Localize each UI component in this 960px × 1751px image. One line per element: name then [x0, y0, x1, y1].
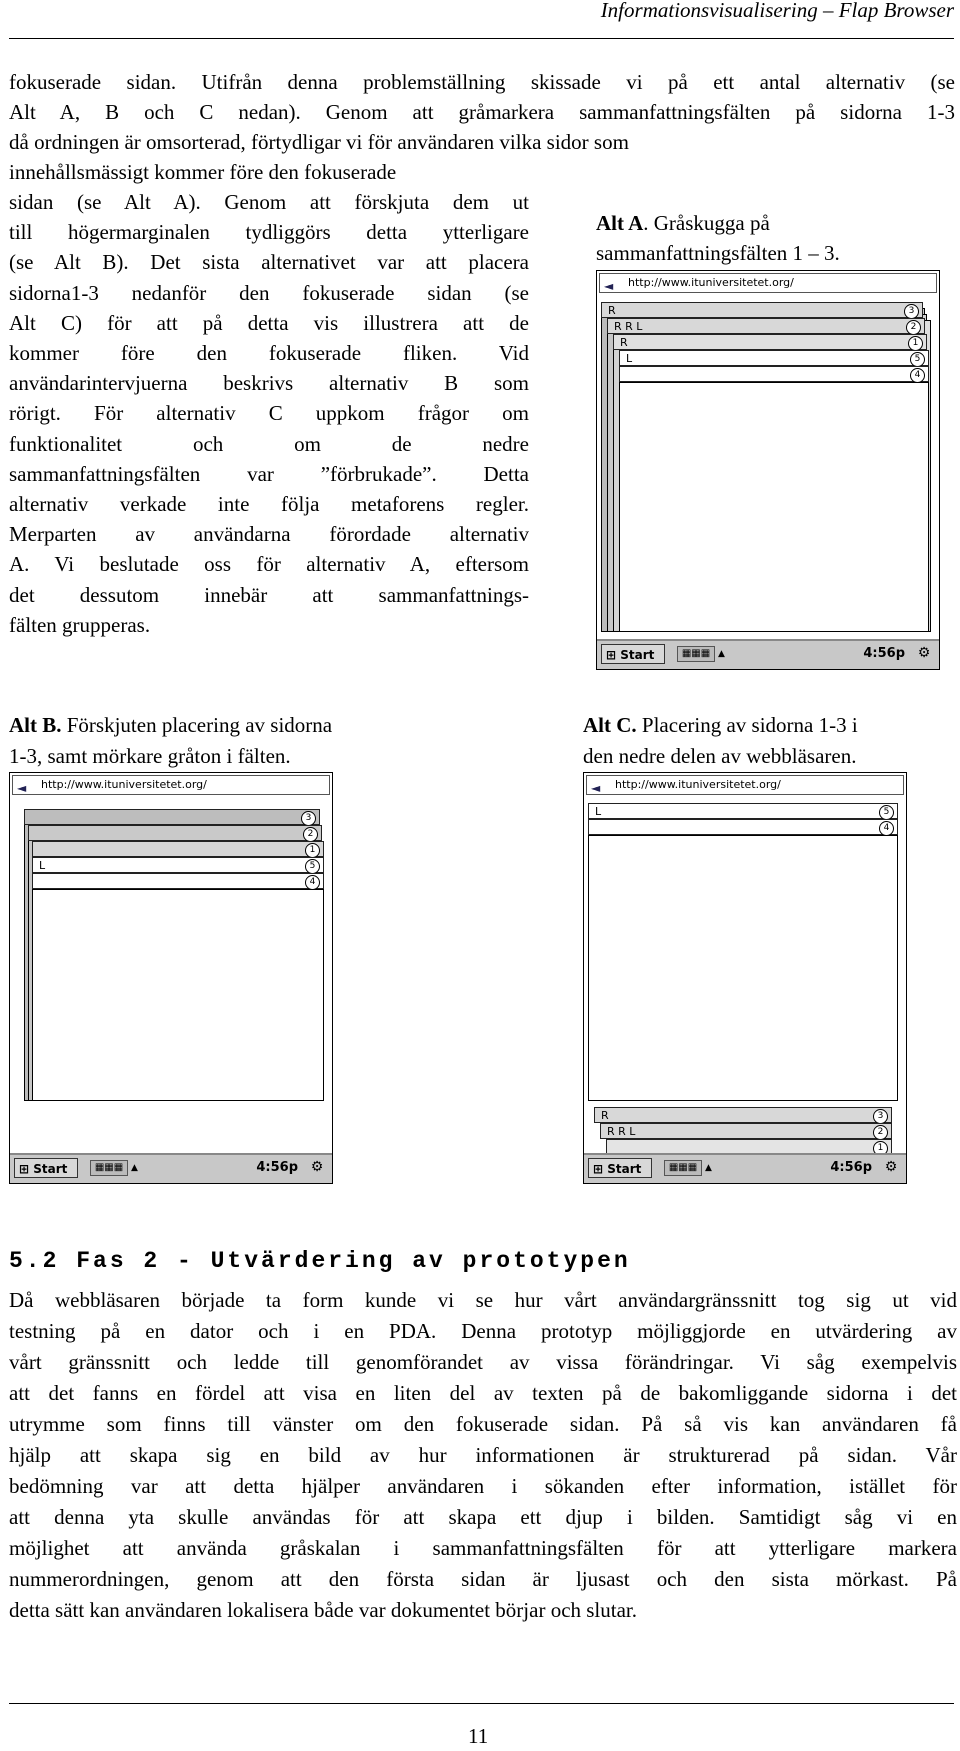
caption-alt-a	[596, 211, 770, 236]
page-number-icon: 1	[305, 843, 320, 858]
text-line: rörigt. För alternativ C uppkom frågor om	[9, 401, 529, 426]
page-number-icon: 3	[873, 1109, 888, 1124]
text-line: kommer före den fokuserade fliken. Vid	[9, 341, 529, 365]
keyboard-icon[interactable]: ▦▦▦	[90, 1160, 128, 1176]
clock: 4:56p	[256, 1160, 298, 1175]
start-button[interactable]: ⊞ Start	[588, 1158, 652, 1178]
text-line: vårt gränssnitt och ledde till genomförandet av vissa förändringar. Vi såg exempelvis	[9, 1350, 957, 1374]
summary-field	[613, 334, 927, 350]
caption-alt-a-text: . Gråskugga på	[643, 211, 770, 235]
pda-screenshot-alt-b	[9, 772, 333, 1184]
address-bar	[599, 273, 937, 293]
page-number-icon: 5	[910, 352, 925, 367]
pda-screenshot-alt-c	[583, 772, 907, 1184]
pda-screenshot-alt-a	[596, 270, 940, 670]
summary-field	[24, 809, 320, 825]
summary-field	[600, 1123, 892, 1139]
text-line: att det fanns en fördel att visa en liten del av texten på de bakomliggande sidorna i det	[9, 1381, 957, 1405]
page-number-icon: 1	[873, 1141, 888, 1156]
summary-field	[607, 318, 925, 334]
summary-label: L	[39, 859, 46, 872]
system-tray-icon[interactable]: ⚙	[884, 1159, 898, 1175]
summary-label: R R L	[614, 320, 643, 333]
summary-label: R	[608, 304, 616, 317]
text-line: alternativ verkade inte följa metaforens regler.	[9, 492, 529, 516]
text-line: testning på en dator och i en PDA. Denna prototyp möjliggjorde en utvärdering av	[9, 1319, 957, 1343]
summary-label: R	[620, 336, 628, 349]
page-number-icon: 4	[305, 875, 320, 890]
start-label: Start	[607, 1162, 642, 1176]
keyboard-icon[interactable]: ▦▦▦	[664, 1160, 702, 1176]
text-line: då ordningen är omsorterad, förtydligar vi för användaren vilka sidor som	[9, 130, 629, 154]
address-url: http://www.ituniversitetet.org/	[615, 778, 781, 791]
summary-label: R	[601, 1109, 609, 1122]
text-line: funktionalitet och om de nedre	[9, 431, 529, 456]
text-line: sidorna1-3 nedanför den fokuserade sidan (se	[9, 280, 529, 305]
summary-label: L	[626, 352, 633, 365]
header-rule	[9, 38, 954, 39]
text-line: innehållsmässigt kommer före den fokuserade	[9, 160, 397, 184]
focused-page	[619, 382, 929, 632]
text-line: hjälp att skapa sig en bild av hur informationen är strukturerad på sidan. Vår	[9, 1443, 957, 1467]
clock: 4:56p	[830, 1160, 872, 1175]
caption-alt-a-line2: sammanfattningsfälten 1 – 3.	[596, 241, 840, 265]
page-number-icon: 2	[873, 1125, 888, 1140]
address-url: http://www.ituniversitetet.org/	[41, 778, 207, 791]
caption-alt-c-line2: den nedre delen av webbläsaren.	[583, 744, 857, 768]
text-line: detta sätt kan användaren lokalisera både var dokumentet börjar och slutar.	[9, 1598, 638, 1622]
text-line: nummerordningen, genom att den första sidan är ljusast och den sista mörkast. På	[9, 1567, 957, 1591]
page-number: 11	[468, 1724, 489, 1748]
text-line: Alt C) för att på detta vis illustrera att de	[9, 310, 529, 335]
caption-alt-c-label: Alt C.	[583, 713, 637, 737]
address-bar	[12, 775, 330, 795]
summary-field	[32, 857, 324, 873]
page-number-icon: 5	[879, 805, 894, 820]
text-line: fälten grupperas.	[9, 612, 151, 637]
text-line: A. Vi beslutade oss för alternativ A, eftersom	[9, 552, 529, 577]
text-line: möjlighet att använda gråskalan i sammanfattningsfälten för att ytterligare markera	[9, 1536, 957, 1560]
summary-field	[601, 302, 923, 318]
summary-field	[594, 1107, 892, 1123]
caption-alt-b-text: Förskjuten placering av sidorna	[61, 713, 333, 737]
text-line: sidan (se Alt A). Genom att förskjuta dem ut	[9, 190, 529, 214]
footer-rule	[9, 1703, 954, 1704]
back-arrow-icon: ◄	[17, 781, 27, 795]
taskbar	[584, 1153, 906, 1183]
page-number-icon: 3	[904, 304, 919, 319]
summary-field	[619, 366, 929, 382]
caption-alt-b-line2: 1-3, samt mörkare gråton i fälten.	[9, 744, 291, 768]
address-url: http://www.ituniversitetet.org/	[628, 276, 794, 289]
text-line: fokuserade sidan. Utifrån denna problemställning skissade vi på ett antal alternativ (se	[9, 70, 955, 94]
clock: 4:56p	[863, 646, 905, 661]
page-number-icon: 1	[908, 336, 923, 351]
summary-field	[28, 825, 322, 841]
page-number-icon: 2	[906, 320, 921, 335]
summary-field	[588, 819, 898, 835]
section-heading: 5.2 Fas 2 - Utvärdering av prototypen	[9, 1248, 631, 1274]
page-number-icon: 2	[303, 827, 318, 842]
taskbar	[597, 639, 939, 669]
start-label: Start	[620, 648, 655, 662]
text-line: att denna yta skulle användas för att skapa ett djup i bilden. Samtidigt såg vi en	[9, 1505, 957, 1529]
focused-page	[32, 889, 324, 1101]
text-line: (se Alt B). Det sista alternativet var att placera	[9, 250, 529, 275]
summary-field	[588, 803, 898, 819]
page-number-icon: 4	[910, 368, 925, 383]
summary-field	[32, 841, 324, 857]
text-line: utrymme som finns till vänster om den fokuserade sidan. På så vis kan användaren få	[9, 1412, 957, 1436]
system-tray-icon[interactable]: ⚙	[310, 1159, 324, 1175]
taskbar	[10, 1153, 332, 1183]
page-number-icon: 3	[301, 811, 316, 826]
caption-alt-c-text: Placering av sidorna 1-3 i	[636, 713, 858, 737]
start-label: Start	[33, 1162, 68, 1176]
focused-page	[588, 835, 898, 1101]
text-line: Merparten av användarna förordade alternativ	[9, 522, 529, 547]
start-button[interactable]: ⊞ Start	[14, 1158, 78, 1178]
caption-alt-c	[583, 713, 858, 738]
keyboard-icon[interactable]: ▦▦▦	[677, 646, 715, 662]
text-line: Alt A, B och C nedan). Genom att gråmarkera sammanfattningsfälten på sidorna 1-3	[9, 100, 955, 124]
summary-label: L	[595, 805, 602, 818]
text-line: bedömning var att detta hjälper användaren i sökanden efter information, istället för	[9, 1474, 957, 1498]
system-tray-icon[interactable]: ⚙	[917, 645, 931, 661]
address-bar	[586, 775, 904, 795]
arrow-up-icon[interactable]: ▲	[705, 1163, 712, 1173]
summary-field	[32, 873, 324, 889]
caption-alt-a-label: Alt A	[596, 211, 644, 235]
caption-alt-b	[9, 713, 332, 738]
summary-field	[619, 350, 929, 366]
page-number-icon: 5	[305, 859, 320, 874]
back-arrow-icon: ◄	[591, 781, 601, 795]
running-header: Informationsvisualisering – Flap Browser	[600, 0, 954, 22]
text-line: användarintervjuerna beskrivs alternativ B som	[9, 371, 529, 396]
arrow-up-icon[interactable]: ▲	[131, 1163, 138, 1173]
text-line: det dessutom innebär att sammanfattnings-	[9, 582, 529, 607]
section-body	[9, 1285, 957, 1626]
text-line: sammanfattningsfälten var ”förbrukade”. Detta	[9, 461, 529, 486]
caption-alt-b-label: Alt B.	[9, 713, 62, 737]
arrow-up-icon[interactable]: ▲	[718, 649, 725, 659]
text-line: Då webbläsaren började ta form kunde vi se hur vårt användargränssnitt tog sig ut vid	[9, 1288, 957, 1312]
start-button[interactable]: ⊞ Start	[601, 644, 665, 664]
back-arrow-icon: ◄	[604, 279, 614, 293]
summary-label: R R L	[607, 1125, 636, 1138]
text-line: till högermarginalen tydliggörs detta ytterligare	[9, 220, 529, 245]
page-number-icon: 4	[879, 821, 894, 836]
